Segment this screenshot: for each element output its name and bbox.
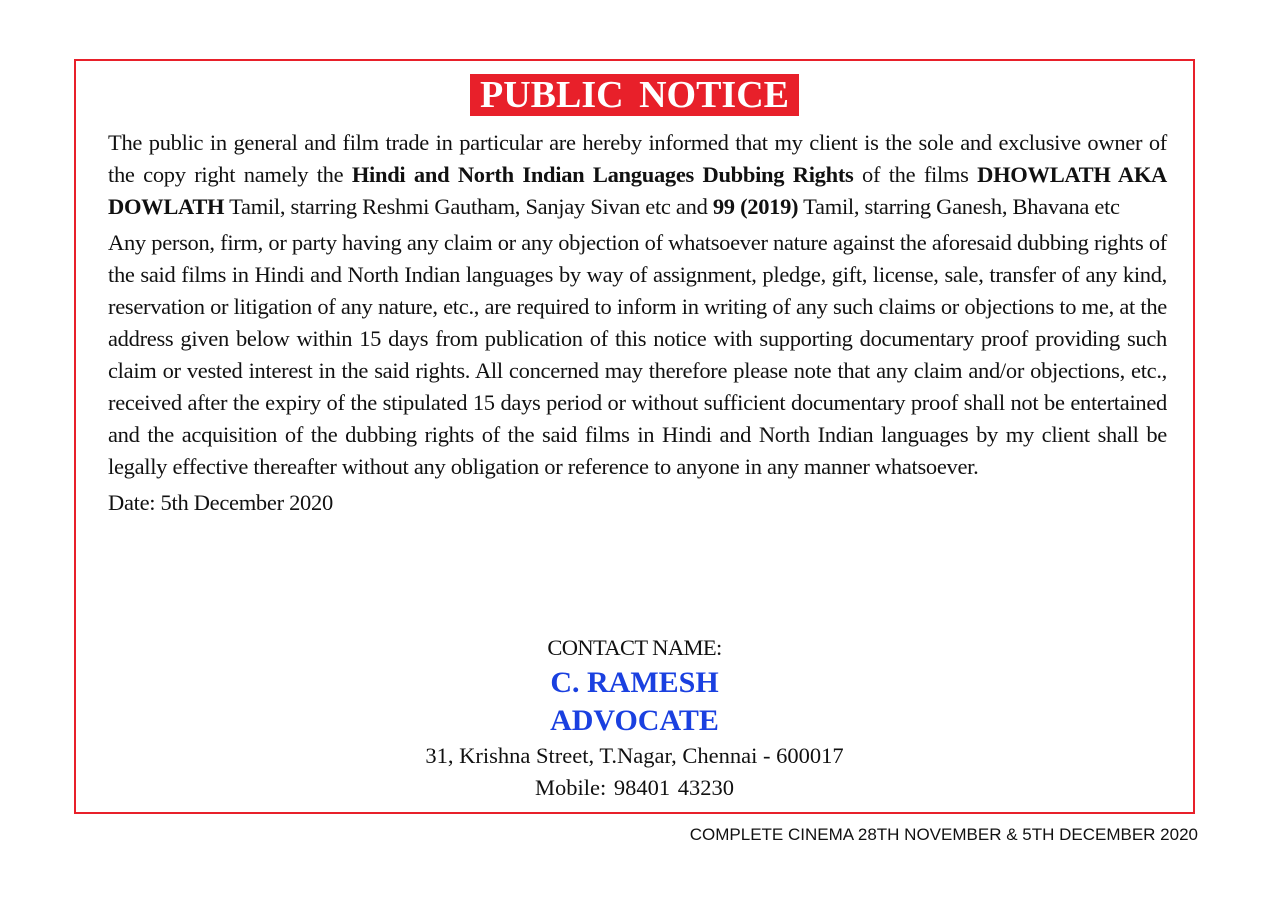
publication-footer: COMPLETE CINEMA 28TH NOVEMBER & 5TH DECEMBER 2020	[689, 825, 1198, 844]
notice-paragraph-objections: Any person, firm, or party having any claim or any objection of whatsoever nature against the aforesaid dubbing rights of the said films in Hindi and North Indian languages by way of assignment, pledge, gift, license, sale, transfer of any kind, reservation or litigation of any nature, etc., are required to inform in writing of any such claims or objections to me, at the address given below within 15 days from publication of this notice with supporting documentary proof providing such claim or vested interest in the said rights. All concerned may therefore please note that any claim and/or objections, etc., received after the expiry of the stipulated 15 days period or without sufficient documentary proof shall not be entertained and the acquisition of the dubbing rights of the said films in Hindi and North Indian languages by my client shall be legally effective thereafter without any obligation or reference to anyone in any manner whatsoever.	[108, 230, 1167, 479]
public-notice-box	[74, 59, 1195, 814]
ownership-text-2: of the films	[853, 162, 978, 187]
contact-address: 31, Krishna Street, T.Nagar, Chennai - 600017	[425, 743, 844, 768]
notice-title: PUBLIC NOTICE	[470, 74, 799, 116]
ownership-text-3: Tamil, starring Reshmi Gautham, Sanjay Sivan etc and	[224, 194, 713, 219]
film-title-dowlath: DHOWLATH AKA DOWLATH	[108, 162, 1167, 219]
ownership-text-1: The public in general and film trade in particular are hereby informed that my client is the sole and exclusive owner of the copy right namely the	[108, 130, 1167, 187]
ownership-text-4: Tamil, starring Ganesh, Bhavana etc	[798, 194, 1120, 219]
notice-body	[108, 127, 1167, 523]
contact-label: CONTACT NAME:	[547, 635, 722, 660]
contact-title: ADVOCATE	[550, 704, 719, 737]
notice-date: Date: 5th December 2020	[108, 490, 333, 515]
contact-mobile: Mobile: 98401 43230	[535, 775, 734, 800]
notice-paragraph-ownership	[108, 127, 1167, 223]
film-title-99: 99 (2019)	[712, 194, 799, 219]
dubbing-rights-bold: Hindi and North Indian Languages Dubbing Rights	[351, 162, 854, 187]
contact-name: C. RAMESH	[550, 666, 719, 699]
contact-block	[76, 632, 1193, 804]
